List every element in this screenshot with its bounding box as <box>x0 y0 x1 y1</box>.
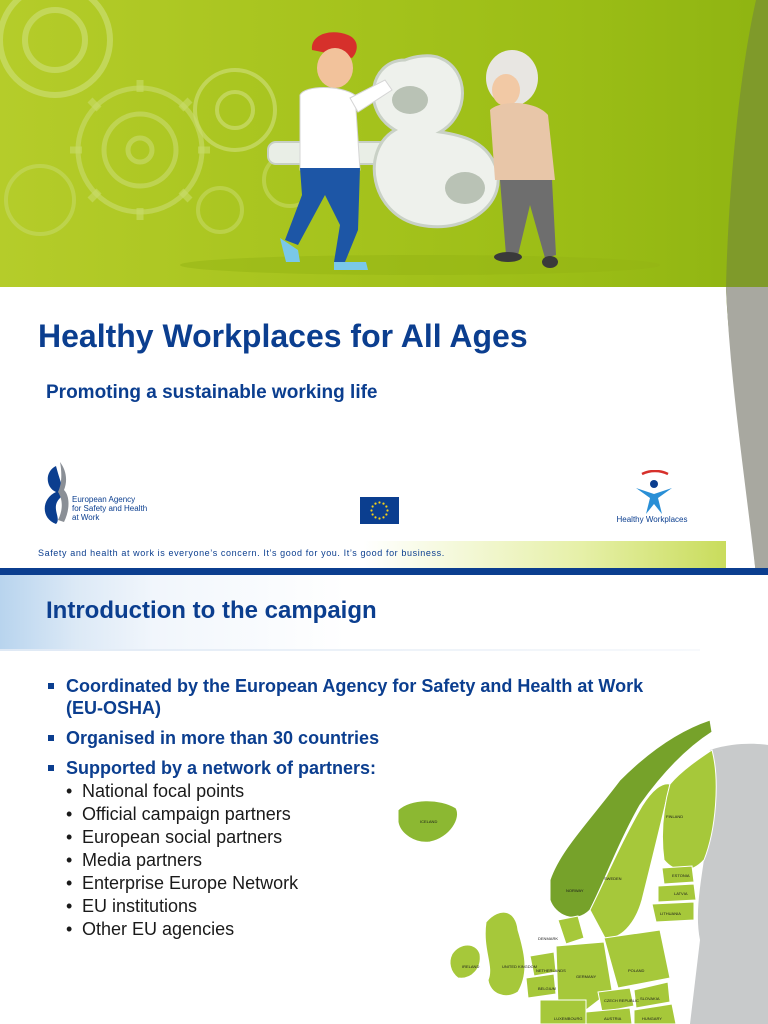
partner-sublist <box>66 780 666 941</box>
list-item: • European social partners <box>66 826 666 849</box>
campaign-bullet-list <box>46 675 666 941</box>
map-label-hungary: HUNGARY <box>642 1016 662 1021</box>
elderly-worker-figure <box>486 50 558 268</box>
bullet-organised: Organised in more than 30 countries <box>46 727 666 749</box>
map-label-ireland: IRELAND <box>462 964 480 969</box>
slide-divider <box>0 568 768 575</box>
map-label-poland: POLAND <box>628 968 645 973</box>
campaign-banner-illustration <box>0 0 768 287</box>
map-label-norway: NORWAY <box>566 888 584 893</box>
list-item: • Enterprise Europe Network <box>66 872 666 895</box>
list-item: • Media partners <box>66 849 666 872</box>
map-label-austria: AUSTRIA <box>604 1016 622 1021</box>
banner-artwork <box>0 0 768 287</box>
map-label-estonia: ESTONIA <box>672 873 690 878</box>
map-label-belgium: BELGIUM <box>538 986 557 991</box>
slide-title: Healthy Workplaces for All Ages <box>38 318 528 354</box>
header-rule <box>0 649 700 651</box>
list-item: • Official campaign partners <box>66 803 666 826</box>
map-label-germany: GERMANY <box>576 974 597 979</box>
campaign-tagline: Safety and health at work is everyone’s concern. It’s good for you. It’s good for business. <box>38 548 445 558</box>
gear-icon <box>195 70 275 150</box>
slide-title: Introduction to the campaign <box>46 597 377 624</box>
list-item: • Other EU agencies <box>66 918 666 941</box>
map-label-czech: CZECH REPUBLIC <box>604 998 639 1003</box>
eu-flag-icon <box>360 497 399 524</box>
gear-icon <box>6 154 316 234</box>
map-slovakia <box>634 982 670 1008</box>
gear-icon <box>0 0 110 95</box>
map-label-iceland: ICELAND <box>420 819 438 824</box>
bullet-supported: Supported by a network of partners: <box>46 757 666 779</box>
map-label-luxembourg: LUXEMBOURG <box>554 1016 583 1021</box>
map-label-sweden: SWEDEN <box>604 876 622 881</box>
map-label-uk: UNITED KINGDOM <box>502 964 538 969</box>
map-label-slovakia: SLOVAKIA <box>640 996 660 1001</box>
decorative-side-curve <box>726 0 768 575</box>
map-label-finland: FINLAND <box>666 814 684 819</box>
list-item: • National focal points <box>66 780 666 803</box>
healthy-workplaces-label: Healthy Workplaces <box>616 515 688 524</box>
agency-name: European Agency for Safety and Health at Work <box>72 495 148 522</box>
slide-subtitle: Promoting a sustainable working life <box>46 382 378 403</box>
bullet-coordinated: Coordinated by the European Agency for Safety and Health at Work (EU-OSHA) <box>46 675 666 719</box>
map-label-lithuania: LITHUANIA <box>660 911 681 916</box>
gear-teeth <box>70 80 210 220</box>
introduction-slide <box>0 575 768 1024</box>
list-item: • EU institutions <box>66 895 666 918</box>
map-label-latvia: LATVIA <box>674 891 688 896</box>
map-label-denmark: DENMARK <box>538 936 559 941</box>
map-ireland <box>450 945 480 978</box>
map-label-netherlands: NETHERLANDS <box>536 968 566 973</box>
